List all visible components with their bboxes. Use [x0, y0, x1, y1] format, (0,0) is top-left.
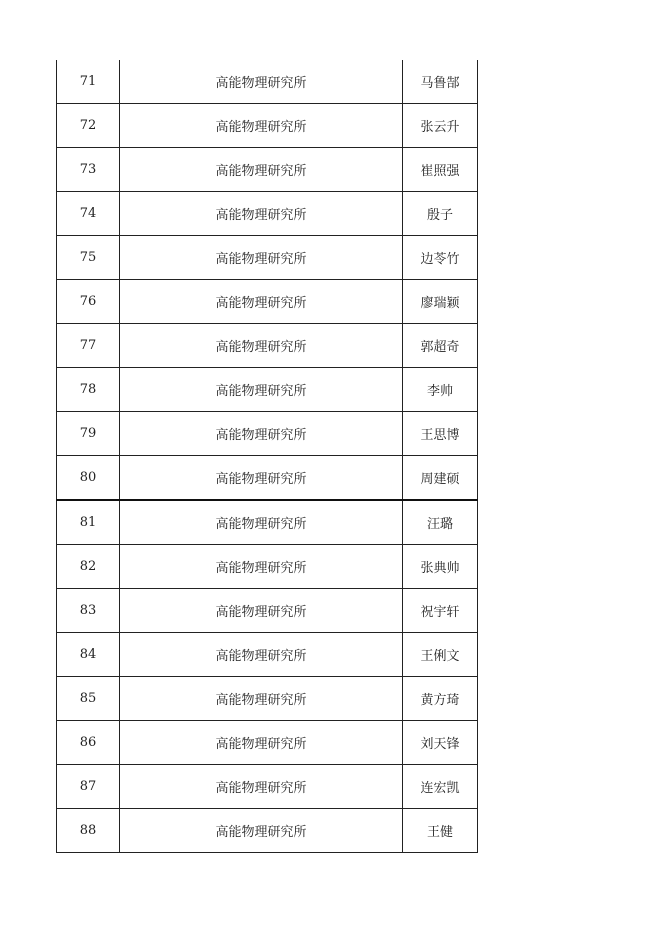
row-number: 78: [57, 368, 120, 412]
table-row: [57, 280, 478, 324]
row-number: 71: [57, 60, 120, 104]
institute-cell: 高能物理研究所: [120, 148, 403, 192]
institute-cell: 高能物理研究所: [120, 721, 403, 765]
person-name-cell: 张云升: [403, 104, 478, 148]
table-row: [57, 500, 478, 545]
row-number: 81: [57, 500, 120, 545]
institute-cell: 高能物理研究所: [120, 633, 403, 677]
table-row: [57, 148, 478, 192]
table-row: [57, 236, 478, 280]
person-name-cell: 祝宇轩: [403, 589, 478, 633]
institute-cell: 高能物理研究所: [120, 412, 403, 456]
person-name-cell: 王健: [403, 809, 478, 853]
row-number: 74: [57, 192, 120, 236]
table-row: [57, 721, 478, 765]
table-row: [57, 589, 478, 633]
row-number: 85: [57, 677, 120, 721]
row-number: 79: [57, 412, 120, 456]
institute-cell: 高能物理研究所: [120, 500, 403, 545]
person-name-cell: 王俐文: [403, 633, 478, 677]
person-name-cell: 张典帅: [403, 545, 478, 589]
row-number: 82: [57, 545, 120, 589]
person-name-cell: 马鲁郜: [403, 60, 478, 104]
table-row: [57, 104, 478, 148]
table-row: [57, 412, 478, 456]
institute-cell: 高能物理研究所: [120, 809, 403, 853]
roster-table: [56, 60, 478, 853]
row-number: 88: [57, 809, 120, 853]
row-number: 76: [57, 280, 120, 324]
table-row: [57, 60, 478, 104]
row-number: 77: [57, 324, 120, 368]
table-row: [57, 545, 478, 589]
row-number: 73: [57, 148, 120, 192]
table-row: [57, 192, 478, 236]
table-row: [57, 633, 478, 677]
person-name-cell: 连宏凯: [403, 765, 478, 809]
roster-sheet: [56, 60, 477, 853]
table-row: [57, 456, 478, 501]
row-number: 72: [57, 104, 120, 148]
table-row: [57, 368, 478, 412]
person-name-cell: 黄方琦: [403, 677, 478, 721]
institute-cell: 高能物理研究所: [120, 589, 403, 633]
person-name-cell: 崔照强: [403, 148, 478, 192]
institute-cell: 高能物理研究所: [120, 236, 403, 280]
table-row: [57, 809, 478, 853]
table-row: [57, 765, 478, 809]
person-name-cell: 汪璐: [403, 500, 478, 545]
person-name-cell: 廖瑞颖: [403, 280, 478, 324]
person-name-cell: 边苓竹: [403, 236, 478, 280]
institute-cell: 高能物理研究所: [120, 104, 403, 148]
institute-cell: 高能物理研究所: [120, 192, 403, 236]
row-number: 80: [57, 456, 120, 501]
table-row: [57, 324, 478, 368]
institute-cell: 高能物理研究所: [120, 765, 403, 809]
person-name-cell: 郭超奇: [403, 324, 478, 368]
row-number: 86: [57, 721, 120, 765]
person-name-cell: 周建硕: [403, 456, 478, 501]
person-name-cell: 王思博: [403, 412, 478, 456]
institute-cell: 高能物理研究所: [120, 368, 403, 412]
person-name-cell: 刘天锋: [403, 721, 478, 765]
row-number: 87: [57, 765, 120, 809]
institute-cell: 高能物理研究所: [120, 324, 403, 368]
row-number: 83: [57, 589, 120, 633]
institute-cell: 高能物理研究所: [120, 60, 403, 104]
row-number: 84: [57, 633, 120, 677]
person-name-cell: 殷子: [403, 192, 478, 236]
row-number: 75: [57, 236, 120, 280]
person-name-cell: 李帅: [403, 368, 478, 412]
institute-cell: 高能物理研究所: [120, 545, 403, 589]
institute-cell: 高能物理研究所: [120, 280, 403, 324]
table-row: [57, 677, 478, 721]
institute-cell: 高能物理研究所: [120, 456, 403, 501]
institute-cell: 高能物理研究所: [120, 677, 403, 721]
